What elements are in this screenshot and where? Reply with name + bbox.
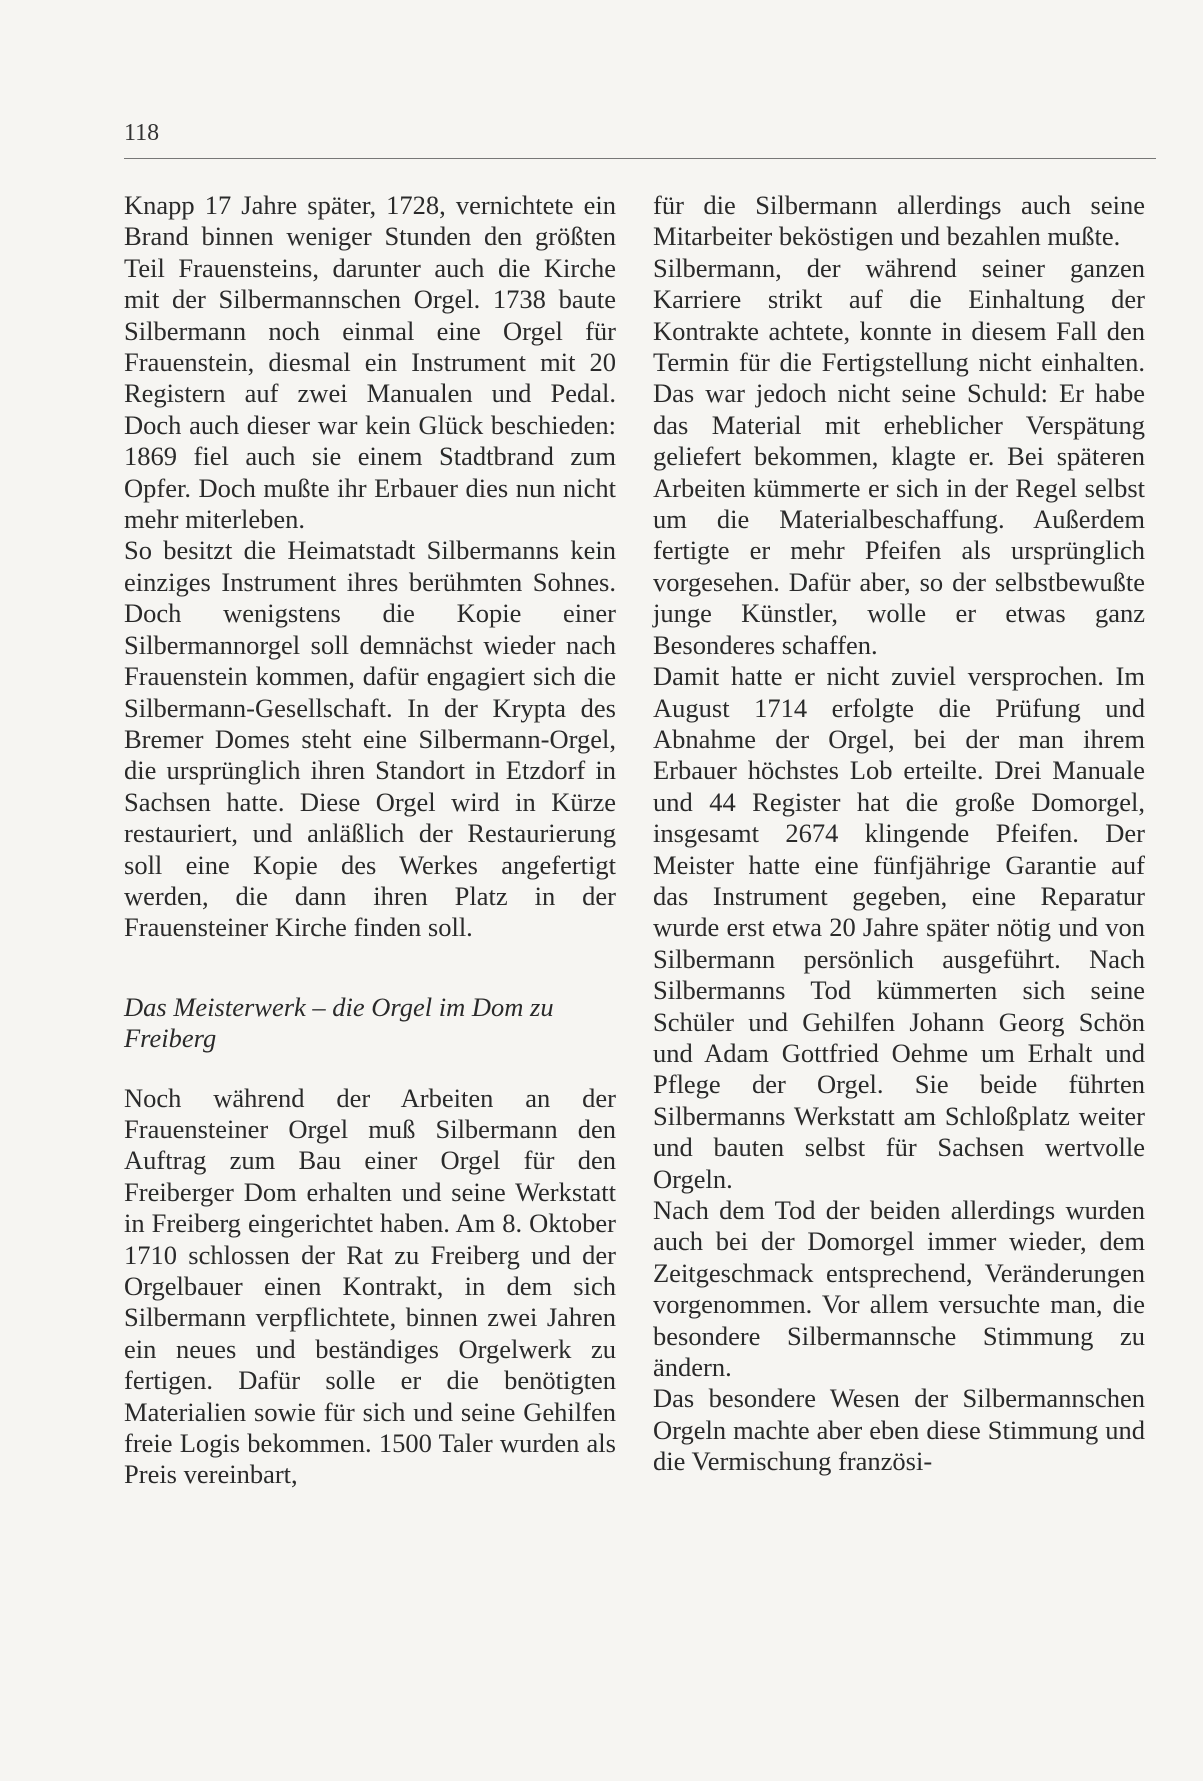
paragraph: Damit hatte er nicht zuviel versprochen. Im August 1714 erfolgte die Prüfung und Abnahme der Orgel, bei der man ihrem Erbauer höchstes Lob erteilte. Drei Manuale und 44 Register hat die große Domorgel, insgesamt 2674 klingende Pfeifen. Der Meister hatte eine fünfjährige Garantie auf das Instrument gegeben, eine Reparatur wurde erst etwa 20 Jahre später nötig und von Silbermann persönlich ausgeführt. Nach Silbermanns Tod kümmerten sich seine Schüler und Gehilfen Johann Georg Schön und Adam Gottfried Oehme um Erhalt und Pflege der Orgel. Sie beide führten Silbermanns Werkstatt am Schloßplatz weiter und bauten selbst für Sachsen wertvolle Orgeln. [653, 661, 1145, 1194]
page-number: 118 [124, 120, 160, 146]
right-column [653, 190, 1145, 1478]
section-heading: Das Meisterwerk – die Orgel im Dom zu Freiberg [124, 991, 554, 1054]
paragraph: für die Silbermann allerdings auch seine Mitarbeiter beköstigen und bezahlen mußte. [653, 190, 1145, 252]
paragraph: Silbermann, der während seiner ganzen Karriere strikt auf die Einhaltung der Kontrakte achtete, konnte in diesem Fall den Termin für die Fertigstellung nicht einhalten. Das war jedoch nicht seine Schuld: Er habe das Material mit erheblicher Verspätung geliefert bekommen, klagte er. Bei späteren Arbeiten kümmerte er sich in der Regel selbst um die Materialbeschaffung. Außerdem fertigte er mehr Pfeifen als ursprünglich vorgesehen. Dafür aber, so der selbstbewußte junge Künstler, wolle er etwas ganz Besonderes schaffen. [653, 252, 1145, 660]
paragraph: So besitzt die Heimatstadt Silbermanns kein einziges Instrument ihres berühmten Sohnes. Doch wenigstens die Kopie einer Silbermannorgel soll demnächst wieder nach Frauenstein kommen, dafür engagiert sich die Silbermann-Gesellschaft. In der Krypta des Bremer Domes steht eine Silbermann-Orgel, die ursprünglich ihren Standort in Etzdorf in Sachsen hatte. Diese Orgel wird in Kürze restauriert, und anläßlich der Restaurierung soll eine Kopie des Werkes angefertigt werden, die dann ihren Platz in der Frauensteiner Kirche finden soll. [124, 535, 616, 943]
header-rule [124, 158, 1156, 159]
paragraph: Nach dem Tod der beiden allerdings wurden auch bei der Domorgel immer wieder, dem Zeitgeschmack entsprechend, Veränderungen vorgenommen. Vor allem versuchte man, die besondere Silbermannsche Stimmung zu ändern. [653, 1195, 1145, 1383]
paragraph: Knapp 17 Jahre später, 1728, vernichtete ein Brand binnen weniger Stunden den größten Teil Frauensteins, darunter auch die Kirche mit der Silbermannschen Orgel. 1738 baute Silbermann noch einmal eine Orgel für Frauenstein, diesmal ein Instrument mit 20 Registern auf zwei Manualen und Pedal. Doch auch dieser war kein Glück beschieden: 1869 fiel auch sie einem Stadtbrand zum Opfer. Doch mußte ihr Erbauer dies nun nicht mehr miterleben. [124, 190, 616, 535]
paragraph: Das besondere Wesen der Silbermannschen Orgeln machte aber eben diese Stimmung und die Vermischung französi- [653, 1383, 1145, 1477]
left-column [124, 190, 616, 1491]
paragraph: Noch während der Arbeiten an der Frauensteiner Orgel muß Silbermann den Auftrag zum Bau einer Orgel für den Freiberger Dom erhalten und seine Werkstatt in Freiberg eingerichtet haben. Am 8. Oktober 1710 schlossen der Rat zu Freiberg und der Orgelbauer einen Kontrakt, in dem sich Silbermann verpflichtete, binnen zwei Jahren ein neues und beständiges Orgelwerk zu fertigen. Dafür solle er die benötigten Materialien sowie für sich und seine Gehilfen freie Logis bekommen. 1500 Taler wurden als Preis vereinbart, [124, 1082, 616, 1490]
